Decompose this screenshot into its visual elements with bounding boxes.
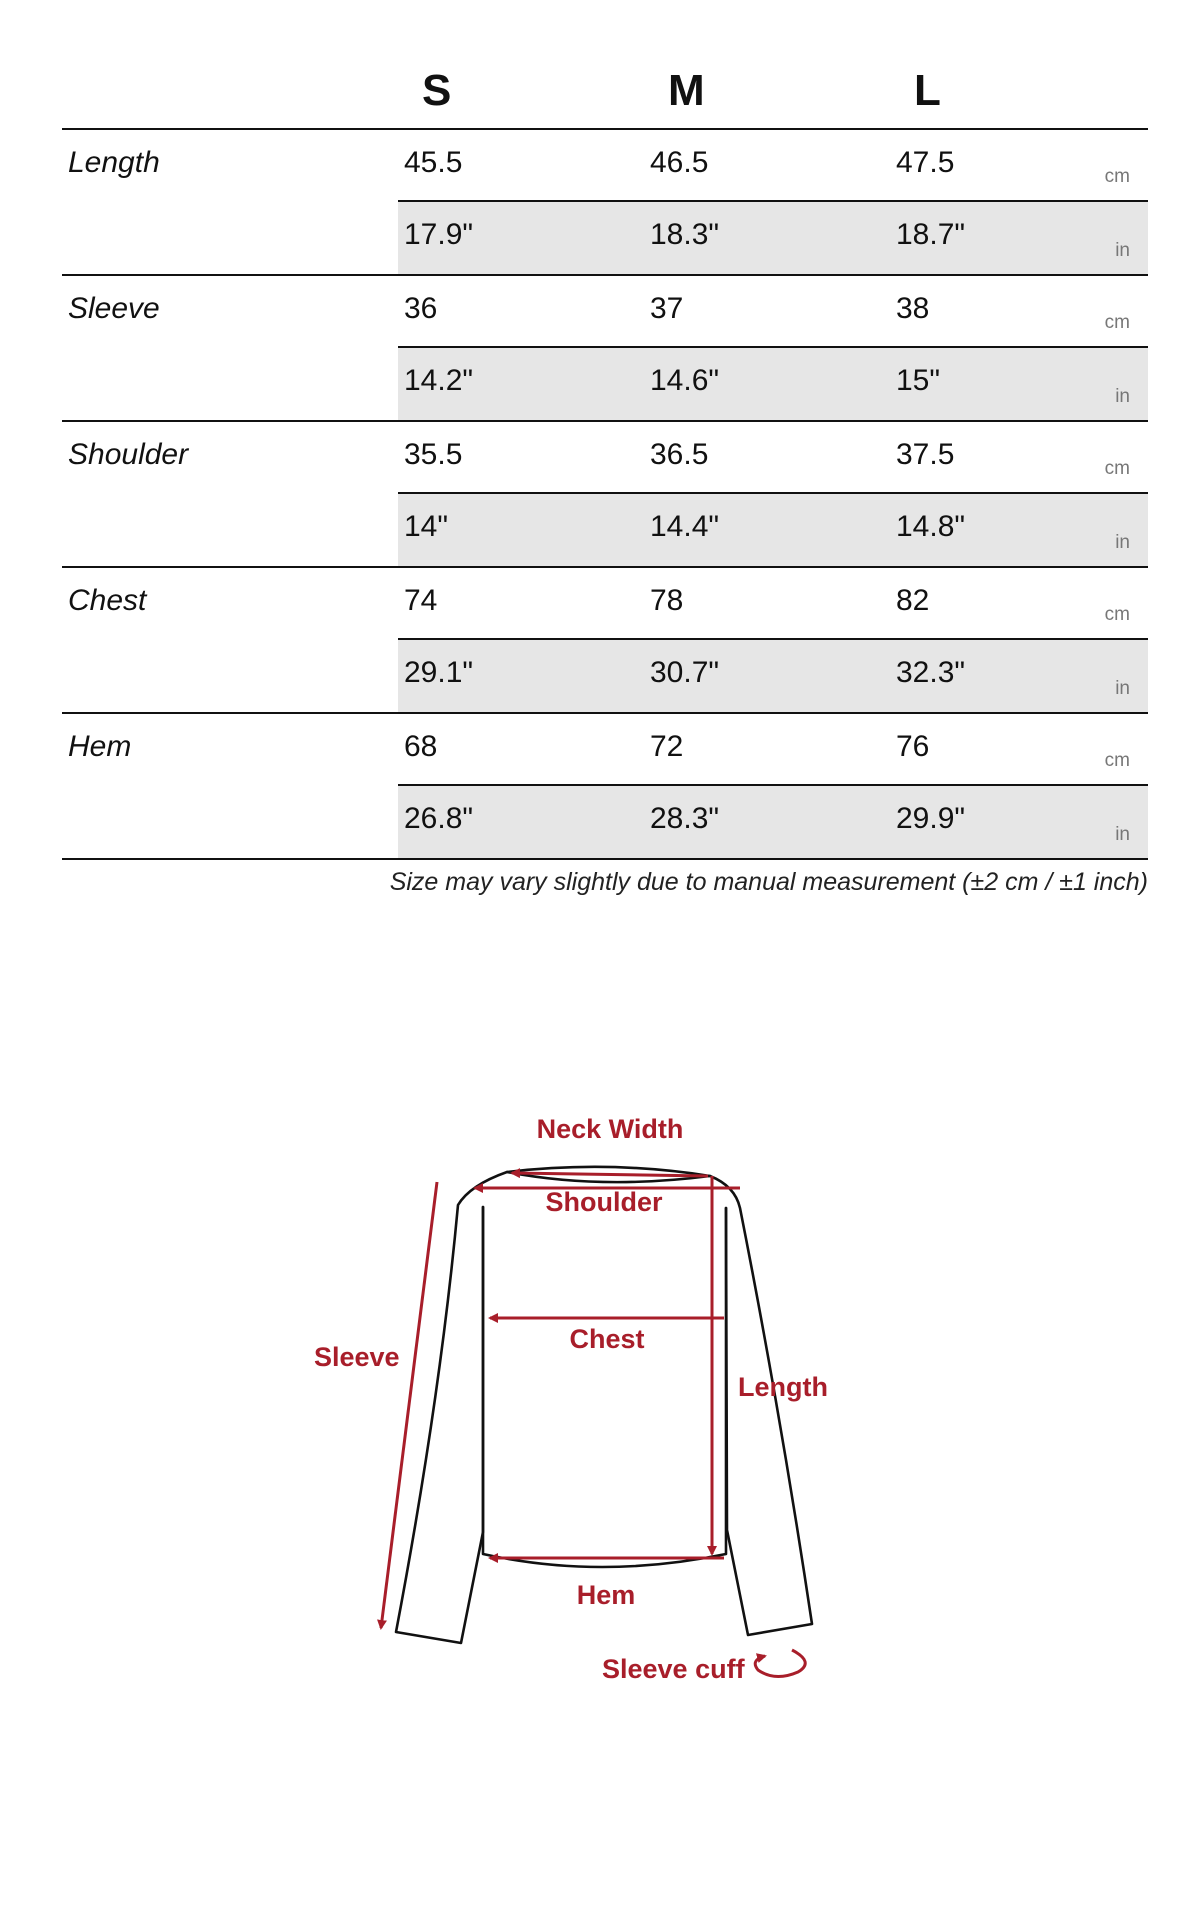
neck-width-label: Neck Width [536, 1114, 684, 1144]
sleeve-label: Sleeve [314, 1342, 400, 1372]
value-l-cm: 82 [896, 584, 930, 617]
cm-row [398, 130, 1148, 202]
value-m-in: 30.7" [650, 656, 720, 689]
value-s-cm: 45.5 [404, 146, 463, 179]
value-m-in: 14.6" [650, 364, 720, 397]
value-l-cm: 76 [896, 730, 930, 763]
value-m-cm: 46.5 [650, 146, 709, 179]
unit-in: in [1115, 678, 1130, 699]
body-outline [483, 1207, 726, 1567]
unit-in: in [1115, 386, 1130, 407]
value-m-cm: 37 [650, 292, 684, 325]
value-m-in: 14.4" [650, 510, 720, 543]
sleeve-cuff-label: Sleeve cuff [602, 1654, 745, 1684]
in-row [398, 494, 1148, 566]
in-row [398, 786, 1148, 858]
shoulder-label: Shoulder [545, 1187, 663, 1217]
hem-label: Hem [576, 1580, 636, 1610]
value-s-in: 29.1" [404, 656, 474, 689]
value-l-cm: 37.5 [896, 438, 955, 471]
measurement-group-chest [62, 568, 1148, 714]
neck-width-arrow [512, 1173, 708, 1176]
value-m-cm: 72 [650, 730, 684, 763]
measurement-label: Hem [68, 730, 132, 763]
value-s-in: 17.9" [404, 218, 474, 251]
value-s-in: 14" [404, 510, 449, 543]
in-row [398, 202, 1148, 274]
measurement-label: Chest [68, 584, 147, 617]
unit-cm: cm [1104, 604, 1130, 625]
garment-diagram [0, 1080, 1200, 1700]
sleeve-cuff-icon [755, 1650, 805, 1677]
value-s-cm: 35.5 [404, 438, 463, 471]
size-l-header: L [914, 66, 941, 115]
size-chart-table [62, 60, 1148, 896]
value-m-in: 28.3" [650, 802, 720, 835]
in-row [398, 348, 1148, 420]
value-s-cm: 68 [404, 730, 438, 763]
measurement-label: Shoulder [68, 438, 189, 471]
measurement-group-shoulder [62, 422, 1148, 568]
value-s-cm: 36 [404, 292, 438, 325]
value-s-in: 26.8" [404, 802, 474, 835]
cm-row [398, 568, 1148, 640]
size-s-header: S [422, 66, 452, 115]
unit-cm: cm [1104, 312, 1130, 333]
unit-in: in [1115, 240, 1130, 261]
unit-in: in [1115, 532, 1130, 553]
cm-row [398, 714, 1148, 786]
length-label: Length [738, 1372, 828, 1402]
measurement-note: Size may vary slightly due to manual measurement (±2 cm / ±1 inch) [389, 868, 1148, 896]
value-m-in: 18.3" [650, 218, 720, 251]
left-sleeve-outline [396, 1172, 507, 1643]
value-s-cm: 74 [404, 584, 438, 617]
sweater-outline [396, 1167, 812, 1643]
cm-row [398, 276, 1148, 348]
value-m-cm: 36.5 [650, 438, 709, 471]
in-row [398, 640, 1148, 712]
value-l-in: 29.9" [896, 802, 966, 835]
chest-label: Chest [569, 1324, 645, 1354]
unit-cm: cm [1104, 458, 1130, 479]
value-l-in: 15" [896, 364, 941, 397]
value-l-cm: 38 [896, 292, 930, 325]
value-m-cm: 78 [650, 584, 684, 617]
value-l-cm: 47.5 [896, 146, 955, 179]
value-l-in: 14.8" [896, 510, 966, 543]
measurement-label: Length [68, 146, 160, 179]
measurement-group-hem [62, 714, 1148, 860]
measurement-label: Sleeve [68, 292, 160, 325]
cm-row [398, 422, 1148, 494]
value-l-in: 18.7" [896, 218, 966, 251]
measurement-group-length [62, 130, 1148, 276]
measurement-group-sleeve [62, 276, 1148, 422]
size-header-row [62, 60, 1148, 130]
unit-in: in [1115, 824, 1130, 845]
value-s-in: 14.2" [404, 364, 474, 397]
unit-cm: cm [1104, 166, 1130, 187]
unit-cm: cm [1104, 750, 1130, 771]
size-m-header: M [668, 66, 705, 115]
value-l-in: 32.3" [896, 656, 966, 689]
